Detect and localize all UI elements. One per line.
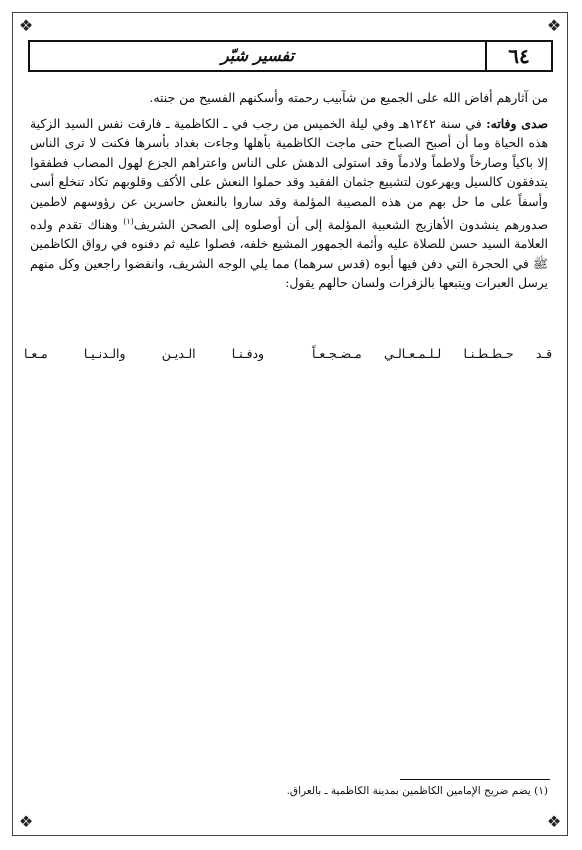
running-title: تفسير شبّر (220, 46, 295, 65)
footnote-divider (400, 779, 550, 780)
footnote-reference: (١) (123, 216, 134, 226)
corner-ornament-bottom-left: ❖ (15, 811, 37, 833)
corner-ornament-top-right: ❖ (543, 15, 565, 37)
paragraph-1: من آثارهم أفاض الله على الجميع من شآبيب رحمته وأسكنهم الفسيح من جنته. (149, 90, 548, 105)
main-text (30, 88, 548, 293)
paragraph-2-text-b: وهناك تقدم ولده العلامة السيد حسن للصلاة عليه وأئمة الجمهور المشيع خلفه، فصلوا عليه ثم دفنوه في رواق الكاظمين ﷺ في الحجرة التي دفن فيها أبوه (قدس سرهما) مما يلي الوجه الشريف، وانفضوا راجعين وكل منهم يرسل العبرات ويتبعها بالزفرات ولسان حالهم يقول: (30, 216, 548, 291)
page-number: ٦٤ (485, 42, 551, 70)
corner-ornament-top-left: ❖ (15, 15, 37, 37)
corner-ornament-bottom-right: ❖ (543, 811, 565, 833)
poem-hemistich-1: قـد حـطـطـنـا لـلـمـعـالـي مـضـجـعـاً (312, 346, 552, 361)
poem-hemistich-2: ودفـنـا الـديـن والـدنـيـا مـعـا (24, 346, 264, 361)
footnote-1: (١) يضم ضريح الإمامين الكاظمين بمدينة الكاظمية ـ بالعراق. (286, 785, 548, 797)
paragraph-2-text-a: في سنة ١٢٤٢هـ وفي ليلة الخميس من رجب في ـ الكاظمية ـ فارقت نفس السيد الزكية هذه الحياة وما أن أصبح الصباح حتى ماجت الكاظمية بأهلها وجاءت بغداد بأسرها فكنت لا ترى الناس إلا باكياً وصارخاً ولاطماً ولادماً وقد استولى الدهش على الناس واعتراهم الجزع لهول المصاب فطفقوا يتدفقون كالسيل ويهرعون لتشييع جثمان الفقيد وقد حملوا النعش على الأكف وقلوبهم تكاد تنخلع أسى وأسفاً على ما حل بهم من هذه المصيبة المؤلمة وقد ساروا بالنعش حاسرين عن رؤوسهم لاطمين صدورهم ينشدون الأهازيج الشعبية المؤلمة إلى أن أوصلوه إلى الصحن الشريف (30, 115, 548, 232)
section-heading-death: صدى وفاته: (486, 115, 548, 131)
page-header (28, 40, 553, 72)
paragraph-2 (30, 114, 548, 293)
poem-verse (24, 346, 552, 368)
